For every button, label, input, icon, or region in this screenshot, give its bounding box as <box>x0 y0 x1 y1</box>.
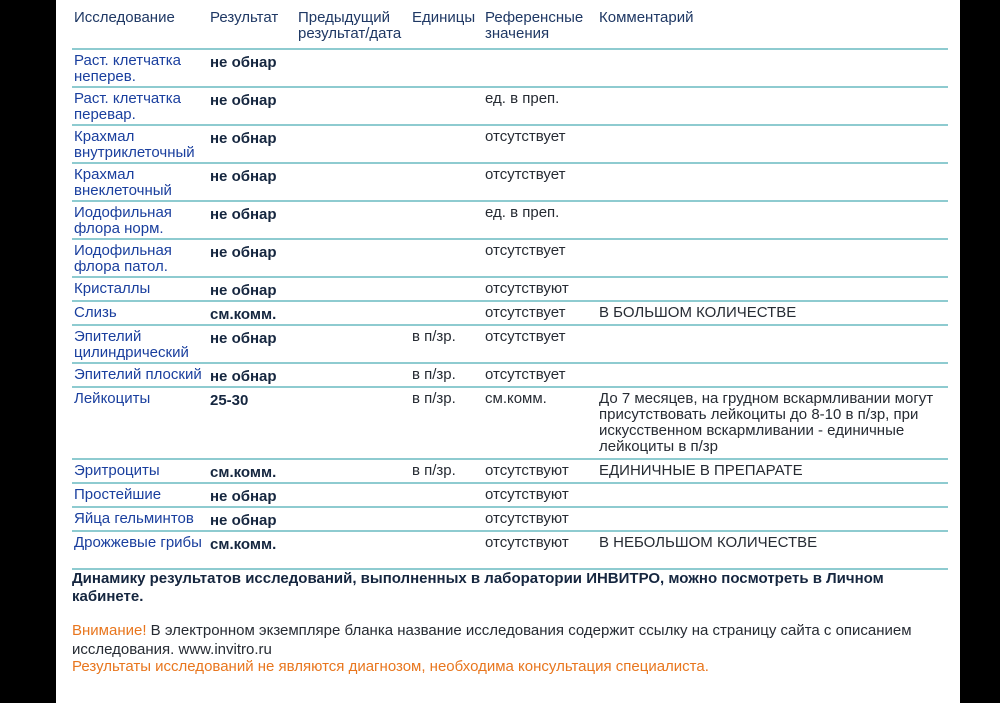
reference-value: отсутствуют <box>483 507 597 531</box>
result-value: см.комм. <box>208 531 296 569</box>
units-value <box>410 301 483 325</box>
comment-text <box>597 483 948 507</box>
previous-value <box>296 201 410 239</box>
result-value: не обнар <box>208 49 296 87</box>
test-name: Иодофильная флора норм. <box>72 201 208 239</box>
table-row <box>72 87 948 125</box>
comment-text <box>597 201 948 239</box>
previous-value <box>296 87 410 125</box>
test-name: Кристаллы <box>72 277 208 301</box>
result-value: не обнар <box>208 239 296 277</box>
test-name: Слизь <box>72 301 208 325</box>
comment-text <box>597 325 948 363</box>
table-row <box>72 201 948 239</box>
reference-value: отсутствует <box>483 163 597 201</box>
reference-value: отсутствуют <box>483 483 597 507</box>
previous-value <box>296 387 410 459</box>
reference-value: отсутствует <box>483 301 597 325</box>
reference-value: отсутствует <box>483 125 597 163</box>
table-row <box>72 387 948 459</box>
previous-value <box>296 483 410 507</box>
electronic-copy-notice <box>72 621 952 659</box>
test-name: Крахмал внутриклеточный <box>72 125 208 163</box>
units-value <box>410 163 483 201</box>
previous-value <box>296 363 410 387</box>
header-reference: Референсные значения <box>483 6 597 49</box>
test-name: Дрожжевые грибы <box>72 531 208 569</box>
warning-label: Внимание! <box>72 622 147 639</box>
comment-text <box>597 87 948 125</box>
units-value <box>410 239 483 277</box>
header-result: Результат <box>208 6 296 49</box>
comment-text <box>597 163 948 201</box>
previous-value <box>296 277 410 301</box>
header-comment: Комментарий <box>597 6 948 49</box>
diagnosis-disclaimer: Результаты исследований не являются диагнозом, необходима консультация специалиста. <box>72 658 709 675</box>
comment-text: В БОЛЬШОМ КОЛИЧЕСТВЕ <box>597 301 948 325</box>
comment-text <box>597 125 948 163</box>
result-value: см.комм. <box>208 301 296 325</box>
table-row <box>72 49 948 87</box>
table-row <box>72 125 948 163</box>
table-row <box>72 483 948 507</box>
units-value: в п/зр. <box>410 363 483 387</box>
comment-text: ЕДИНИЧНЫЕ В ПРЕПАРАТЕ <box>597 459 948 483</box>
test-name: Эритроциты <box>72 459 208 483</box>
reference-value: отсутствуют <box>483 459 597 483</box>
previous-value <box>296 163 410 201</box>
table-row <box>72 459 948 483</box>
test-name: Иодофильная флора патол. <box>72 239 208 277</box>
result-value: не обнар <box>208 125 296 163</box>
units-value <box>410 49 483 87</box>
comment-text <box>597 239 948 277</box>
table-row <box>72 531 948 569</box>
test-name: Раст. клетчатка перевар. <box>72 87 208 125</box>
previous-value <box>296 239 410 277</box>
table-row <box>72 301 948 325</box>
table-row <box>72 163 948 201</box>
table-body <box>72 49 948 569</box>
reference-value: ед. в преп. <box>483 201 597 239</box>
result-value: не обнар <box>208 507 296 531</box>
reference-value: отсутствует <box>483 363 597 387</box>
units-value: в п/зр. <box>410 459 483 483</box>
test-name: Яйца гельминтов <box>72 507 208 531</box>
comment-text: В НЕБОЛЬШОМ КОЛИЧЕСТВЕ <box>597 531 948 569</box>
results-table <box>72 6 948 570</box>
units-value <box>410 531 483 569</box>
comment-text <box>597 49 948 87</box>
result-value: не обнар <box>208 363 296 387</box>
lab-report-page <box>56 0 960 703</box>
previous-value <box>296 325 410 363</box>
table-row <box>72 507 948 531</box>
units-value <box>410 87 483 125</box>
result-value: не обнар <box>208 277 296 301</box>
result-value: не обнар <box>208 163 296 201</box>
test-name: Эпителий цилиндрический <box>72 325 208 363</box>
previous-value <box>296 459 410 483</box>
test-name: Раст. клетчатка неперев. <box>72 49 208 87</box>
reference-value: см.комм. <box>483 387 597 459</box>
result-value: не обнар <box>208 87 296 125</box>
units-value: в п/зр. <box>410 387 483 459</box>
result-value: не обнар <box>208 201 296 239</box>
test-name: Эпителий плоский <box>72 363 208 387</box>
result-value: не обнар <box>208 483 296 507</box>
comment-text <box>597 277 948 301</box>
test-name: Лейкоциты <box>72 387 208 459</box>
table-row <box>72 325 948 363</box>
units-value <box>410 277 483 301</box>
header-previous: Предыдущий результат/дата <box>296 6 410 49</box>
units-value <box>410 483 483 507</box>
comment-text <box>597 507 948 531</box>
previous-value <box>296 125 410 163</box>
header-test-name: Исследование <box>72 6 208 49</box>
previous-value <box>296 531 410 569</box>
units-value <box>410 125 483 163</box>
reference-value: отсутствуют <box>483 277 597 301</box>
table-row <box>72 363 948 387</box>
result-value: 25-30 <box>208 387 296 459</box>
warning-text: В электронном экземпляре бланка название исследования содержит ссылку на страницу сайта с описанием исследования. www.invitro.ru <box>72 622 912 658</box>
reference-value: ед. в преп. <box>483 87 597 125</box>
header-units: Единицы <box>410 6 483 49</box>
reference-value: отсутствует <box>483 239 597 277</box>
comment-text: До 7 месяцев, на грудном вскармливании могут присутствовать лейкоциты до 8-10 в п/зр, при искусственном вскармливании - единичные лейкоциты в п/зр <box>597 387 948 459</box>
comment-text <box>597 363 948 387</box>
table-row <box>72 277 948 301</box>
dynamics-note: Динамику результатов исследований, выполненных в лаборатории ИНВИТРО, можно посмотреть в Личном кабинете. <box>72 570 884 605</box>
table-header-row <box>72 6 948 49</box>
units-value: в п/зр. <box>410 325 483 363</box>
reference-value: отсутствуют <box>483 531 597 569</box>
test-name: Крахмал внеклеточный <box>72 163 208 201</box>
test-name: Простейшие <box>72 483 208 507</box>
result-value: не обнар <box>208 325 296 363</box>
previous-value <box>296 49 410 87</box>
units-value <box>410 201 483 239</box>
units-value <box>410 507 483 531</box>
previous-value <box>296 301 410 325</box>
result-value: см.комм. <box>208 459 296 483</box>
reference-value <box>483 49 597 87</box>
previous-value <box>296 507 410 531</box>
reference-value: отсутствует <box>483 325 597 363</box>
table-row <box>72 239 948 277</box>
